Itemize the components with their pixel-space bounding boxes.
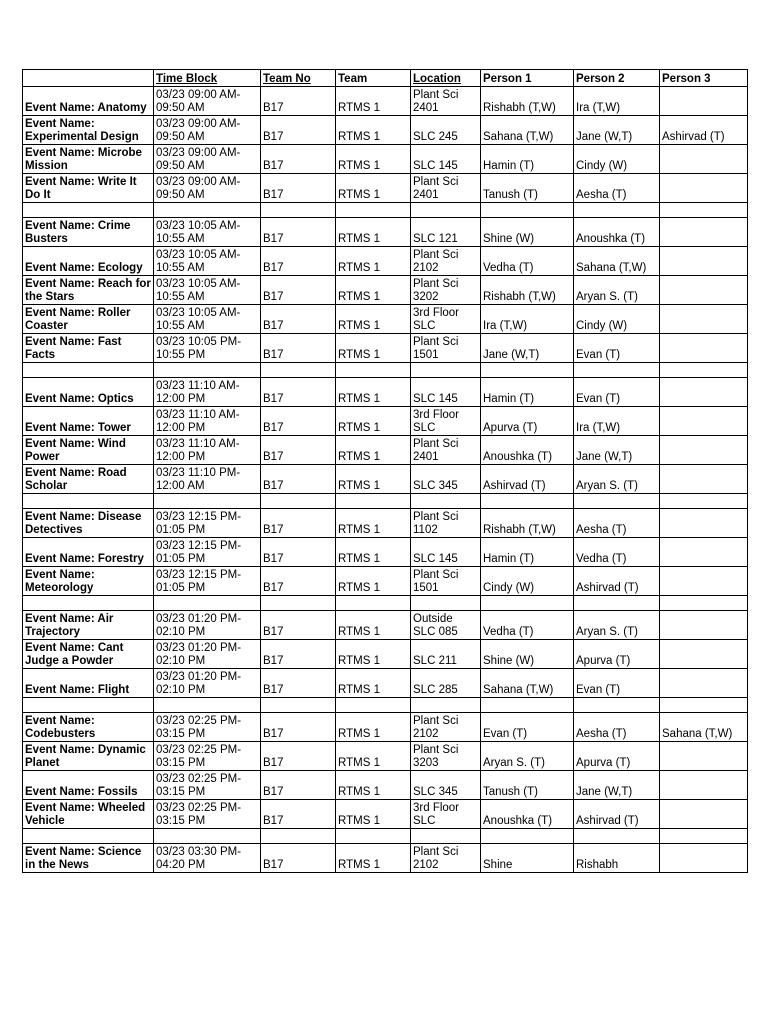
table-row [23,174,748,203]
person-2-cell: Ira (T,W) [574,407,660,436]
person-3-cell [660,145,748,174]
time-block-cell: 03/23 11:10 PM-12:00 AM [154,465,261,494]
team-cell: RTMS 1 [336,174,411,203]
location-cell: SLC 145 [411,538,481,567]
table-row [23,509,748,538]
team-cell: RTMS 1 [336,116,411,145]
time-block-cell: 03/23 12:15 PM-01:05 PM [154,567,261,596]
table-row [23,844,748,873]
person-2-cell: Ira (T,W) [574,87,660,116]
empty-cell [23,363,154,378]
person-2-cell: Aesha (T) [574,174,660,203]
team-cell: RTMS 1 [336,742,411,771]
time-block-cell: 03/23 01:20 PM-02:10 PM [154,669,261,698]
person-2-cell: Aryan S. (T) [574,276,660,305]
person-1-cell: Hamin (T) [481,538,574,567]
spacer-row [23,494,748,509]
person-3-cell [660,509,748,538]
table-row [23,407,748,436]
team-cell: RTMS 1 [336,800,411,829]
team-cell: RTMS 1 [336,567,411,596]
person-1-cell: Hamin (T) [481,145,574,174]
person-2-cell: Jane (W,T) [574,116,660,145]
person-2-cell: Ashirvad (T) [574,567,660,596]
person-2-cell: Vedha (T) [574,538,660,567]
table-row [23,276,748,305]
location-cell: Plant Sci 2401 [411,87,481,116]
empty-cell [261,203,336,218]
header-person-1: Person 1 [481,70,574,87]
person-1-cell: Anoushka (T) [481,800,574,829]
empty-cell [261,363,336,378]
team-cell: RTMS 1 [336,669,411,698]
person-1-cell: Tanush (T) [481,771,574,800]
person-1-cell: Hamin (T) [481,378,574,407]
empty-cell [481,494,574,509]
team-no-cell: B17 [261,509,336,538]
team-cell: RTMS 1 [336,844,411,873]
empty-cell [660,494,748,509]
empty-cell [574,829,660,844]
schedule-table [22,69,748,873]
table-row [23,145,748,174]
person-3-cell [660,465,748,494]
person-2-cell: Sahana (T,W) [574,247,660,276]
table-row [23,247,748,276]
person-1-cell: Anoushka (T) [481,436,574,465]
team-cell: RTMS 1 [336,334,411,363]
team-no-cell: B17 [261,218,336,247]
location-cell: 3rd Floor SLC [411,407,481,436]
person-1-cell: Ashirvad (T) [481,465,574,494]
team-no-cell: B17 [261,567,336,596]
person-3-cell [660,378,748,407]
person-1-cell: Sahana (T,W) [481,116,574,145]
person-1-cell: Evan (T) [481,713,574,742]
event-name-cell: Event Name: Cant Judge a Powder [23,640,154,669]
header-team: Team [336,70,411,87]
table-row [23,771,748,800]
event-name-cell: Event Name: Tower [23,407,154,436]
person-3-cell [660,800,748,829]
table-row [23,87,748,116]
event-name-cell: Event Name: Codebusters [23,713,154,742]
spacer-row [23,203,748,218]
empty-cell [154,596,261,611]
person-1-cell: Shine (W) [481,218,574,247]
team-no-cell: B17 [261,436,336,465]
time-block-cell: 03/23 01:20 PM-02:10 PM [154,640,261,669]
location-cell: Outside SLC 085 [411,611,481,640]
table-row [23,538,748,567]
team-cell: RTMS 1 [336,276,411,305]
person-2-cell: Ashirvad (T) [574,800,660,829]
event-name-cell: Event Name: Fossils [23,771,154,800]
person-2-cell: Evan (T) [574,669,660,698]
empty-cell [660,698,748,713]
time-block-cell: 03/23 10:05 AM-10:55 AM [154,305,261,334]
location-cell: Plant Sci 2102 [411,844,481,873]
team-cell: RTMS 1 [336,305,411,334]
location-cell: Plant Sci 1501 [411,334,481,363]
person-3-cell [660,669,748,698]
table-row [23,800,748,829]
table-row [23,669,748,698]
header-row [23,70,748,87]
empty-cell [154,698,261,713]
time-block-cell: 03/23 02:25 PM-03:15 PM [154,771,261,800]
event-name-cell: Event Name: Optics [23,378,154,407]
person-2-cell: Jane (W,T) [574,436,660,465]
time-block-cell: 03/23 12:15 PM-01:05 PM [154,538,261,567]
time-block-cell: 03/23 10:05 AM-10:55 AM [154,218,261,247]
location-cell: Plant Sci 2401 [411,436,481,465]
location-cell: Plant Sci 3202 [411,276,481,305]
empty-cell [481,596,574,611]
empty-cell [336,829,411,844]
location-cell: SLC 345 [411,771,481,800]
location-cell: Plant Sci 2102 [411,713,481,742]
team-cell: RTMS 1 [336,247,411,276]
event-name-cell: Event Name: Reach for the Stars [23,276,154,305]
empty-cell [154,494,261,509]
person-3-cell [660,436,748,465]
time-block-cell: 03/23 09:00 AM-09:50 AM [154,116,261,145]
spacer-row [23,698,748,713]
empty-cell [261,494,336,509]
person-1-cell: Sahana (T,W) [481,669,574,698]
event-name-cell: Event Name: Dynamic Planet [23,742,154,771]
event-name-cell: Event Name: Air Trajectory [23,611,154,640]
team-no-cell: B17 [261,174,336,203]
table-row [23,742,748,771]
empty-cell [574,363,660,378]
event-name-cell: Event Name: Meteorology [23,567,154,596]
location-cell: SLC 145 [411,378,481,407]
person-3-cell: Sahana (T,W) [660,713,748,742]
person-3-cell [660,742,748,771]
empty-cell [660,203,748,218]
team-no-cell: B17 [261,247,336,276]
person-1-cell: Shine [481,844,574,873]
time-block-cell: 03/23 10:05 AM-10:55 AM [154,276,261,305]
time-block-cell: 03/23 09:00 AM-09:50 AM [154,145,261,174]
event-name-cell: Event Name: Wind Power [23,436,154,465]
header-person-3: Person 3 [660,70,748,87]
time-block-cell: 03/23 02:25 PM-03:15 PM [154,713,261,742]
team-cell: RTMS 1 [336,378,411,407]
empty-cell [574,203,660,218]
empty-cell [574,494,660,509]
time-block-cell: 03/23 11:10 AM-12:00 PM [154,378,261,407]
empty-cell [23,494,154,509]
time-block-cell: 03/23 11:10 AM-12:00 PM [154,436,261,465]
empty-cell [411,596,481,611]
time-block-cell: 03/23 03:30 PM-04:20 PM [154,844,261,873]
person-2-cell: Apurva (T) [574,742,660,771]
team-no-cell: B17 [261,407,336,436]
person-3-cell [660,305,748,334]
empty-cell [23,596,154,611]
header-person-2: Person 2 [574,70,660,87]
empty-cell [660,363,748,378]
empty-cell [336,203,411,218]
empty-cell [411,829,481,844]
time-block-cell: 03/23 10:05 AM-10:55 AM [154,247,261,276]
team-no-cell: B17 [261,640,336,669]
team-no-cell: B17 [261,844,336,873]
header-location: Location [411,70,481,87]
time-block-cell: 03/23 01:20 PM-02:10 PM [154,611,261,640]
person-3-cell [660,567,748,596]
table-row [23,378,748,407]
empty-cell [154,363,261,378]
team-cell: RTMS 1 [336,611,411,640]
team-no-cell: B17 [261,305,336,334]
spacer-row [23,596,748,611]
header-time-block: Time Block [154,70,261,87]
person-2-cell: Anoushka (T) [574,218,660,247]
event-name-cell: Event Name: Forestry [23,538,154,567]
event-name-cell: Event Name: Science in the News [23,844,154,873]
event-name-cell: Event Name: Anatomy [23,87,154,116]
event-name-cell: Event Name: Microbe Mission [23,145,154,174]
team-cell: RTMS 1 [336,436,411,465]
location-cell: Plant Sci 1501 [411,567,481,596]
person-1-cell: Apurva (T) [481,407,574,436]
person-1-cell: Vedha (T) [481,247,574,276]
team-no-cell: B17 [261,334,336,363]
time-block-cell: 03/23 12:15 PM-01:05 PM [154,509,261,538]
event-name-cell: Event Name: Wheeled Vehicle [23,800,154,829]
person-2-cell: Aesha (T) [574,713,660,742]
event-name-cell: Event Name: Write It Do It [23,174,154,203]
team-no-cell: B17 [261,378,336,407]
person-1-cell: Shine (W) [481,640,574,669]
empty-cell [336,698,411,713]
location-cell: Plant Sci 2401 [411,174,481,203]
empty-cell [336,363,411,378]
person-1-cell: Tanush (T) [481,174,574,203]
team-no-cell: B17 [261,276,336,305]
table-row [23,218,748,247]
team-cell: RTMS 1 [336,145,411,174]
table-row [23,465,748,494]
empty-cell [261,698,336,713]
person-2-cell: Cindy (W) [574,305,660,334]
time-block-cell: 03/23 11:10 AM-12:00 PM [154,407,261,436]
team-no-cell: B17 [261,538,336,567]
team-no-cell: B17 [261,713,336,742]
time-block-cell: 03/23 02:25 PM-03:15 PM [154,800,261,829]
person-3-cell [660,538,748,567]
person-3-cell [660,771,748,800]
team-no-cell: B17 [261,742,336,771]
team-cell: RTMS 1 [336,218,411,247]
location-cell: SLC 121 [411,218,481,247]
team-no-cell: B17 [261,465,336,494]
event-name-cell: Event Name: Fast Facts [23,334,154,363]
person-3-cell [660,640,748,669]
event-name-cell: Event Name: Flight [23,669,154,698]
location-cell: SLC 245 [411,116,481,145]
table-row [23,116,748,145]
header-team-no: Team No [261,70,336,87]
person-1-cell: Ira (T,W) [481,305,574,334]
event-name-cell: Event Name: Roller Coaster [23,305,154,334]
team-cell: RTMS 1 [336,465,411,494]
location-cell: SLC 285 [411,669,481,698]
spacer-row [23,363,748,378]
event-name-cell: Event Name: Road Scholar [23,465,154,494]
person-2-cell: Jane (W,T) [574,771,660,800]
event-name-cell: Event Name: Disease Detectives [23,509,154,538]
person-2-cell: Aryan S. (T) [574,611,660,640]
person-1-cell: Rishabh (T,W) [481,509,574,538]
location-cell: SLC 145 [411,145,481,174]
empty-cell [411,494,481,509]
time-block-cell: 03/23 10:05 PM-10:55 PM [154,334,261,363]
location-cell: Plant Sci 2102 [411,247,481,276]
team-no-cell: B17 [261,669,336,698]
empty-cell [481,698,574,713]
person-1-cell: Rishabh (T,W) [481,276,574,305]
time-block-cell: 03/23 09:00 AM-09:50 AM [154,174,261,203]
empty-cell [261,829,336,844]
table-row [23,334,748,363]
location-cell: 3rd Floor SLC [411,305,481,334]
empty-cell [411,203,481,218]
team-no-cell: B17 [261,800,336,829]
person-1-cell: Jane (W,T) [481,334,574,363]
empty-cell [336,596,411,611]
person-3-cell: Ashirvad (T) [660,116,748,145]
table-row [23,713,748,742]
team-no-cell: B17 [261,611,336,640]
person-2-cell: Cindy (W) [574,145,660,174]
location-cell: Plant Sci 3203 [411,742,481,771]
team-no-cell: B17 [261,87,336,116]
table-row [23,436,748,465]
person-2-cell: Rishabh [574,844,660,873]
person-2-cell: Evan (T) [574,378,660,407]
event-name-cell: Event Name: Ecology [23,247,154,276]
empty-cell [574,596,660,611]
person-1-cell: Rishabh (T,W) [481,87,574,116]
time-block-cell: 03/23 02:25 PM-03:15 PM [154,742,261,771]
table-row [23,305,748,334]
location-cell: SLC 345 [411,465,481,494]
location-cell: 3rd Floor SLC [411,800,481,829]
location-cell: SLC 211 [411,640,481,669]
time-block-cell: 03/23 09:00 AM-09:50 AM [154,87,261,116]
empty-cell [411,363,481,378]
empty-cell [574,698,660,713]
team-cell: RTMS 1 [336,87,411,116]
person-3-cell [660,247,748,276]
empty-cell [261,596,336,611]
empty-cell [660,829,748,844]
team-cell: RTMS 1 [336,538,411,567]
table-row [23,640,748,669]
person-2-cell: Aesha (T) [574,509,660,538]
team-cell: RTMS 1 [336,771,411,800]
person-2-cell: Apurva (T) [574,640,660,669]
event-name-cell: Event Name: Crime Busters [23,218,154,247]
empty-cell [336,494,411,509]
location-cell: Plant Sci 1102 [411,509,481,538]
team-cell: RTMS 1 [336,509,411,538]
person-1-cell: Aryan S. (T) [481,742,574,771]
table-row [23,567,748,596]
team-cell: RTMS 1 [336,640,411,669]
person-1-cell: Cindy (W) [481,567,574,596]
person-2-cell: Aryan S. (T) [574,465,660,494]
empty-cell [23,698,154,713]
empty-cell [154,203,261,218]
team-cell: RTMS 1 [336,407,411,436]
header-cell-blank [23,70,154,87]
empty-cell [411,698,481,713]
empty-cell [23,203,154,218]
empty-cell [481,829,574,844]
spacer-row [23,829,748,844]
empty-cell [481,203,574,218]
empty-cell [23,829,154,844]
empty-cell [481,363,574,378]
team-no-cell: B17 [261,116,336,145]
person-1-cell: Vedha (T) [481,611,574,640]
table-row [23,611,748,640]
team-cell: RTMS 1 [336,713,411,742]
person-3-cell [660,218,748,247]
person-2-cell: Evan (T) [574,334,660,363]
person-3-cell [660,87,748,116]
team-no-cell: B17 [261,145,336,174]
person-3-cell [660,611,748,640]
person-3-cell [660,844,748,873]
person-3-cell [660,334,748,363]
event-name-cell: Event Name: Experimental Design [23,116,154,145]
empty-cell [660,596,748,611]
person-3-cell [660,174,748,203]
empty-cell [154,829,261,844]
person-3-cell [660,407,748,436]
schedule-body [23,87,748,873]
team-no-cell: B17 [261,771,336,800]
person-3-cell [660,276,748,305]
